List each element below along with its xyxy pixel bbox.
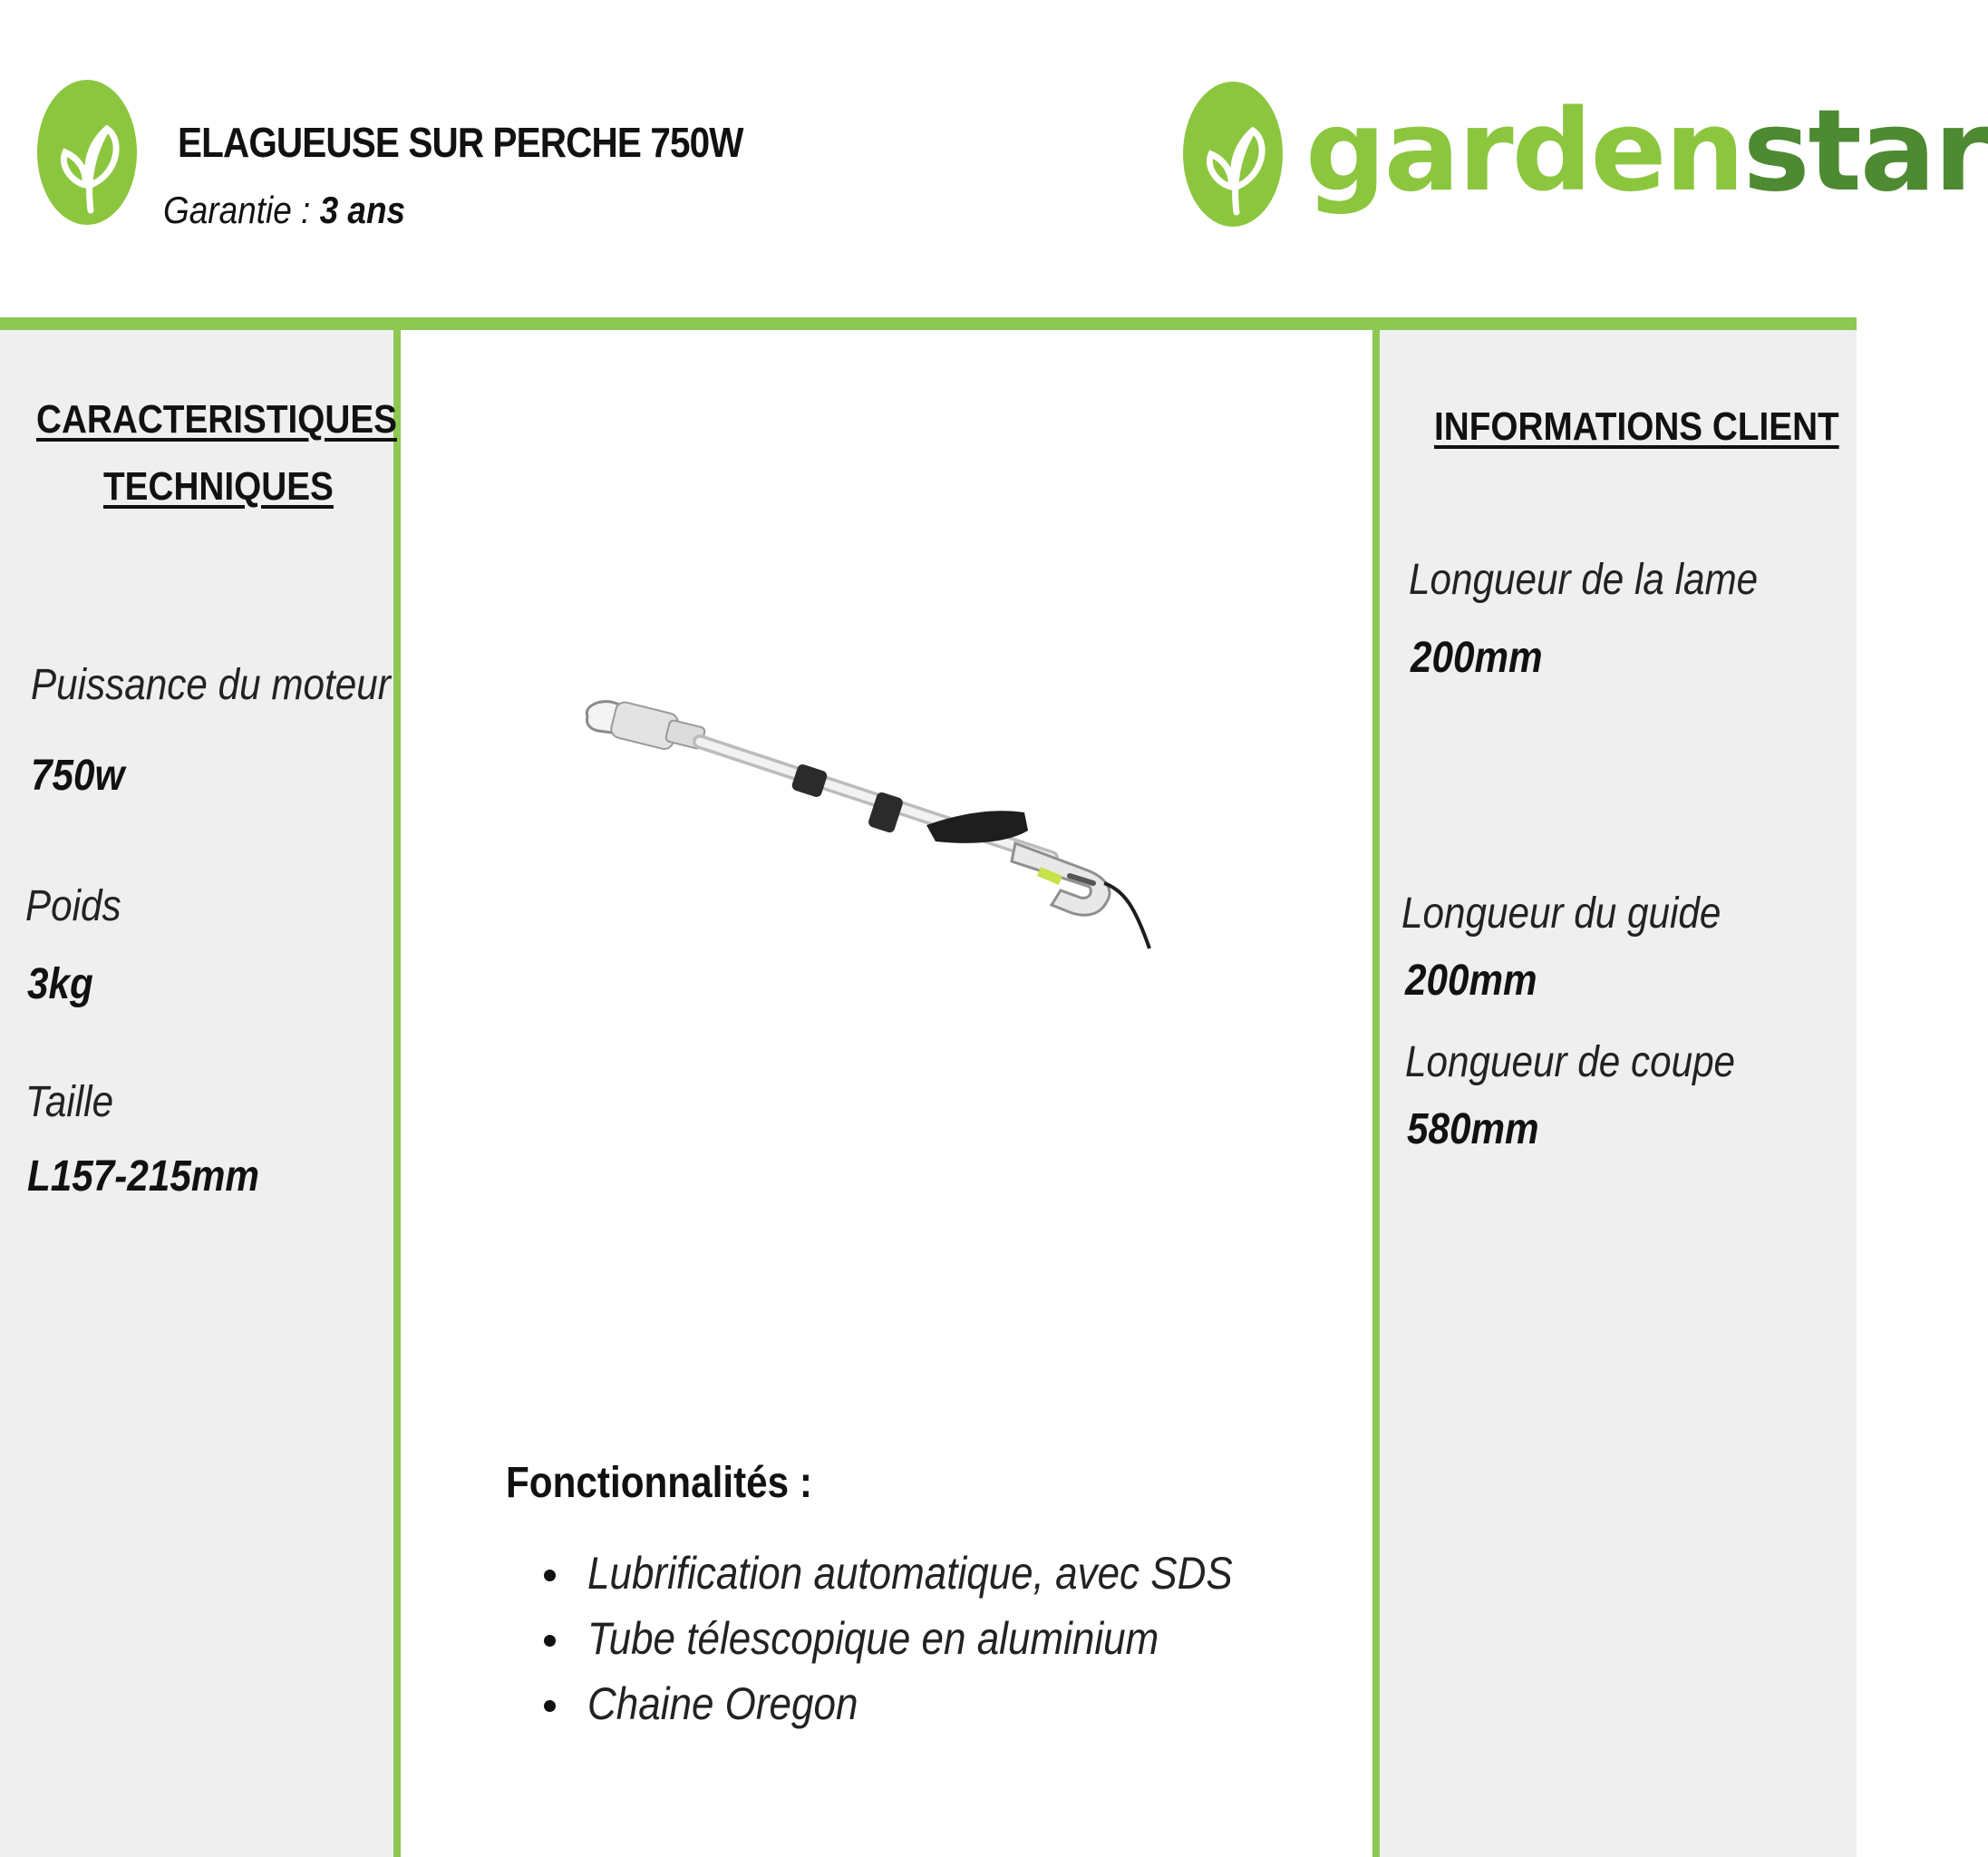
warranty-label: Garantie : xyxy=(163,189,320,231)
features-list xyxy=(544,1546,1321,1742)
feature-item xyxy=(544,1611,1321,1677)
tech-heading-line1: CARACTERISTIQUES xyxy=(36,397,397,442)
leaf-logo-icon xyxy=(1180,76,1285,228)
spec-label-cut-length: Longueur de coupe xyxy=(1405,1038,1736,1086)
spec-value-power: 750w xyxy=(31,752,125,800)
spec-label-power: Puissance du moteur xyxy=(31,661,391,709)
feature-text: Tube télescopique en aluminium xyxy=(587,1613,1159,1664)
feature-text: Chaine Oregon xyxy=(587,1678,858,1729)
header xyxy=(0,0,1988,317)
features-title: Fonctionnalités : xyxy=(506,1459,812,1507)
spec-value-guide-length: 200mm xyxy=(1405,957,1537,1005)
pole-saw-image xyxy=(580,689,1160,961)
spec-value-blade-length: 200mm xyxy=(1411,634,1543,682)
spec-label-blade-length: Longueur de la lame xyxy=(1409,556,1759,604)
feature-text: Lubrification automatique, avec SDS xyxy=(587,1548,1233,1599)
brand-part-garden: garden xyxy=(1305,86,1743,217)
warranty-value: 3 ans xyxy=(319,189,406,231)
spec-value-cut-length: 580mm xyxy=(1407,1105,1539,1153)
column-divider-left xyxy=(393,330,401,1857)
tech-heading-line2: TECHNIQUES xyxy=(103,464,334,509)
brand-logo-text xyxy=(1305,86,1988,217)
spec-value-size: L157-215mm xyxy=(27,1152,259,1201)
column-divider-right xyxy=(1372,330,1380,1857)
client-heading: INFORMATIONS CLIENT xyxy=(1434,404,1839,449)
spec-value-weight: 3kg xyxy=(27,960,93,1008)
warranty-text xyxy=(163,189,405,232)
brand-part-star: star xyxy=(1742,86,1988,217)
spec-label-weight: Poids xyxy=(25,882,121,930)
spec-label-guide-length: Longueur du guide xyxy=(1401,890,1721,938)
product-title: ELAGUEUSE SUR PERCHE 750W xyxy=(178,119,743,166)
spec-label-size: Taille xyxy=(25,1078,114,1126)
feature-item xyxy=(544,1546,1321,1611)
feature-item xyxy=(544,1677,1321,1742)
leaf-logo-icon xyxy=(34,74,140,227)
header-divider xyxy=(0,317,1857,330)
